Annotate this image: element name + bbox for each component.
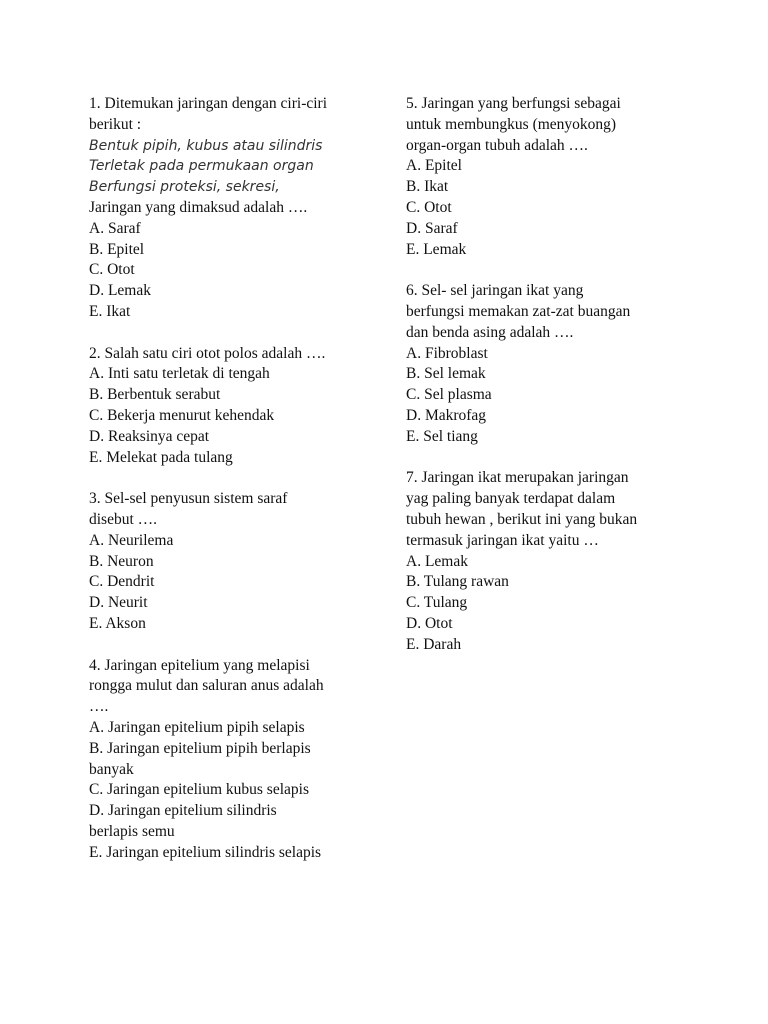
answer-option: D. Lemak (89, 282, 151, 300)
question-text: yag paling banyak terdapat dalam (406, 490, 616, 508)
question-text: 1. Ditemukan jaringan dengan ciri-ciri (89, 95, 328, 112)
answer-option: C. Bekerja menurut kehendak (89, 406, 275, 424)
question-text: 5. Jaringan yang berfungsi sebagai (406, 95, 621, 112)
question-block (89, 344, 374, 469)
answer-option: C. Otot (89, 261, 135, 279)
answer-option: E. Darah (406, 635, 462, 653)
answer-option: E. Melekat pada tulang (89, 448, 233, 466)
answer-option: banyak (89, 760, 134, 778)
answer-option: D. Jaringan epitelium silindris (89, 802, 277, 820)
question-text: rongga mulut dan saluran anus adalah (89, 677, 324, 695)
answer-option: B. Epitel (89, 240, 145, 258)
question-text: 4. Jaringan epitelium yang melapisi (89, 656, 310, 674)
question-text: 3. Sel-sel penyusun sistem saraf (89, 490, 288, 508)
answer-option: A. Lemak (406, 552, 468, 570)
question-text: …. (89, 698, 109, 716)
answer-option: C. Sel plasma (406, 386, 492, 404)
question-block (406, 281, 706, 447)
question-text: organ-organ tubuh adalah …. (406, 136, 588, 154)
answer-option: A. Fibroblast (406, 344, 488, 362)
left-column (89, 94, 374, 884)
question-descriptor: Terletak pada permukaan organ (89, 158, 314, 175)
question-text: dan benda asing adalah …. (406, 323, 574, 341)
question-text: berfungsi memakan zat-zat buangan (406, 302, 631, 320)
answer-option: A. Inti satu terletak di tengah (89, 365, 270, 383)
question-text: 7. Jaringan ikat merupakan jaringan (406, 469, 629, 487)
answer-option: D. Otot (406, 614, 453, 632)
question-block (406, 94, 706, 260)
question-text: Jaringan yang dimaksud adalah …. (89, 198, 308, 216)
question-block (89, 94, 374, 323)
answer-option: A. Neurilema (89, 531, 174, 549)
question-text: 2. Salah satu ciri otot polos adalah …. (89, 344, 326, 362)
answer-option: B. Berbentuk serabut (89, 386, 221, 404)
answer-option: D. Makrofag (406, 406, 487, 424)
answer-option: D. Reaksinya cepat (89, 427, 210, 445)
answer-option: E. Ikat (89, 302, 131, 320)
answer-option: C. Otot (406, 198, 452, 216)
question-text: berikut : (89, 115, 142, 133)
answer-option: B. Ikat (406, 178, 449, 196)
question-text: 6. Sel- sel jaringan ikat yang (406, 282, 584, 300)
answer-option: A. Saraf (89, 219, 141, 237)
answer-option: C. Dendrit (89, 573, 155, 591)
question-text: tubuh hewan , berikut ini yang bukan (406, 510, 638, 528)
answer-option: E. Jaringan epitelium silindris selapis (89, 843, 322, 861)
answer-option: E. Sel tiang (406, 427, 478, 445)
question-text: disebut …. (89, 510, 158, 528)
answer-option: E. Akson (89, 614, 146, 632)
question-descriptor: Bentuk pipih, kubus atau silindris (89, 137, 323, 154)
answer-option: A. Epitel (406, 157, 462, 175)
right-column (406, 94, 706, 676)
answer-option: B. Jaringan epitelium pipih berlapis (89, 739, 311, 757)
answer-option: B. Tulang rawan (406, 573, 509, 591)
answer-option: berlapis semu (89, 822, 175, 840)
answer-option: D. Saraf (406, 219, 458, 237)
question-block (89, 656, 374, 864)
question-text: termasuk jaringan ikat yaitu … (406, 531, 599, 549)
question-descriptor: Berfungsi proteksi, sekresi, (89, 179, 280, 196)
answer-option: C. Tulang (406, 594, 468, 612)
answer-option: B. Neuron (89, 552, 154, 570)
question-block (406, 468, 706, 655)
answer-option: E. Lemak (406, 240, 467, 258)
answer-option: C. Jaringan epitelium kubus selapis (89, 781, 309, 799)
answer-option: D. Neurit (89, 594, 148, 612)
answer-option: B. Sel lemak (406, 365, 486, 383)
question-block (89, 489, 374, 635)
question-text: untuk membungkus (menyokong) (406, 115, 617, 133)
answer-option: A. Jaringan epitelium pipih selapis (89, 718, 305, 736)
